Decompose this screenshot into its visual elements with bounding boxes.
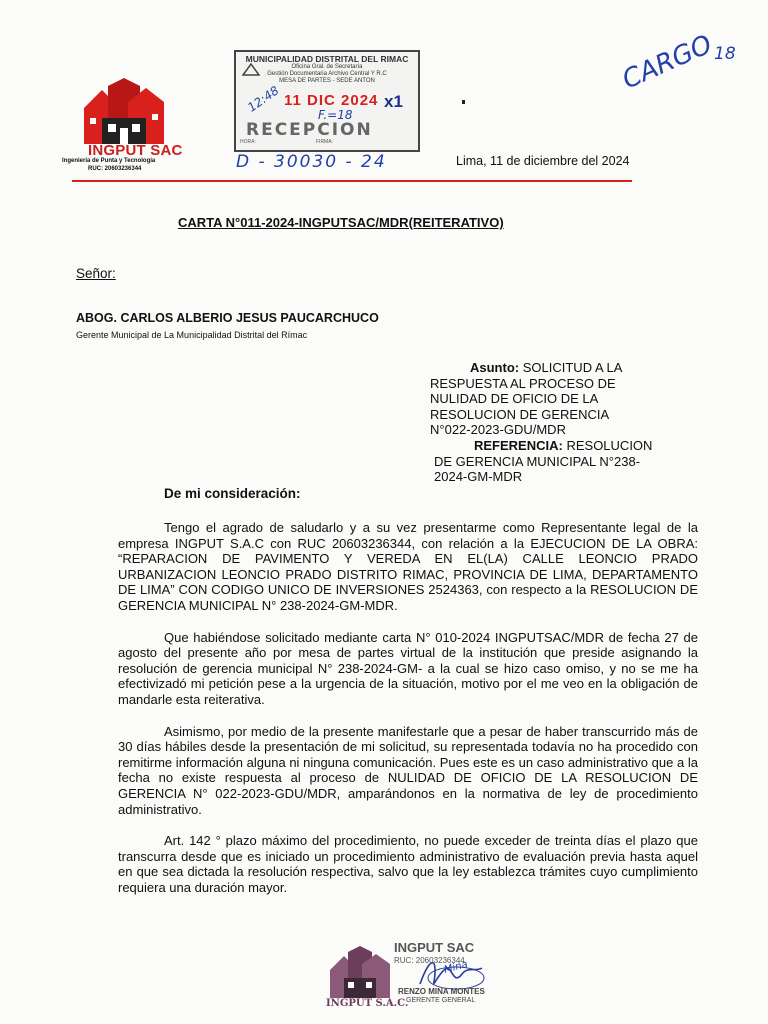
stamp-handwritten-folios: F.=18 bbox=[318, 108, 353, 122]
company-seal bbox=[394, 940, 506, 1006]
referencia-line-1: DE GERENCIA MUNICIPAL N°238- bbox=[434, 453, 641, 469]
asunto-line-4: N°022-2023-GDU/MDR bbox=[430, 422, 566, 438]
greeting: De mi consideración: bbox=[164, 486, 301, 501]
paragraph-3: Asimismo, por medio de la presente manifestarle que a pesar de haber transcurrido más de 30 días hábiles desde la presentación de mi solicitud, su representada todavía no ha procedido con remitirme información alguna ni ninguna comunicación. Pues este es un caso administrativo que a la fecha no existe respuesta al proceso de NULIDAD DE OFICIO DE LA RESOLUCION DE GERENCIA N° 022-2023-GDU/MDR, amparándonos en la normativa de ley de procedimiento administrativo. bbox=[118, 723, 698, 817]
seal-company-name: INGPUT SAC bbox=[394, 940, 475, 955]
asunto-line-0 bbox=[430, 360, 690, 376]
stamp-municipality: MUNICIPALIDAD DISTRITAL DEL RIMAC bbox=[245, 54, 409, 64]
asunto-line-3: RESOLUCION DE GERENCIA bbox=[430, 406, 610, 422]
stamp-handwritten-time: 12:48 bbox=[245, 83, 282, 115]
salutation: Señor: bbox=[76, 266, 116, 281]
asunto-line-2: NULIDAD DE OFICIO DE LA bbox=[430, 391, 599, 407]
stamp-management: Gestión Documentaria Archivo Central Y R.C bbox=[267, 71, 387, 77]
paragraph-1: Tengo el agrado de saludarlo y a su vez presentarme como Representante legal de la empresa INGPUT S.A.C con RUC 20603236344, con relación a la EJECUCION DE LA OBRA: “REPARACION DE PAVIMENTO Y VEREDA EN EL(LA) CALLE LEONCIO PRADO URBANIZACION LEONCIO PRADO DISTRITO RIMAC, PROVINCIA DE LIMA, DEPARTAMENTO DE LIMA” CON CODIGO UNICO DE INVERSIONES 2524363, con respecto a la RESOLUCION DE GERENCIA MUNICIPAL N° 238-2024-GM-MDR. bbox=[118, 520, 698, 613]
stamp-recepcion: RECEPCION bbox=[246, 120, 373, 140]
footer-logo-text: INGPUT S.A.C. bbox=[326, 998, 409, 1009]
asunto-block bbox=[430, 360, 690, 485]
signer-name: RENZO MINA MONTES bbox=[398, 987, 485, 996]
company-logo-name: INGPUT SAC bbox=[88, 142, 183, 159]
paragraph-4: Art. 142 ° plazo máximo del procedimiento, no puede exceder de treinta días el plazo que transcurra desde que es iniciado un procedimiento administrativo de evaluación previa hasta aquel en que sea dictada la resolución respectiva, salvo que la ley establezca trámites cuyo cumplimiento requiera una duración mayor. bbox=[118, 833, 698, 895]
stamp-office: Oficina Gral. de Secretaría bbox=[291, 64, 363, 70]
recipient-position: Gerente Municipal de La Municipalidad Distrital del Rímac bbox=[76, 330, 308, 340]
header-rule bbox=[72, 180, 632, 182]
stamp-hora-label: HORA: bbox=[240, 139, 256, 145]
signature-name-scrawl: Mina bbox=[442, 959, 469, 976]
asunto-line-1: RESPUESTA AL PROCESO DE bbox=[430, 375, 616, 391]
reception-stamp bbox=[234, 50, 420, 152]
handwritten-cargo: CARGO bbox=[618, 29, 717, 96]
handwritten-cargo-number: 18 bbox=[714, 44, 736, 64]
handwritten-expediente: D - 30030 - 24 bbox=[236, 152, 387, 172]
place-date: Lima, 11 de diciembre del 2024 bbox=[456, 154, 630, 168]
company-ruc: RUC: 20603236344 bbox=[88, 166, 142, 172]
asunto-line-0-text: SOLICITUD A LA bbox=[522, 360, 623, 375]
seal-ruc: RUC: 20603236344 bbox=[394, 956, 465, 965]
footer-building-logo-icon bbox=[326, 946, 394, 998]
referencia-line-0-text: RESOLUCION bbox=[566, 437, 653, 453]
building-logo-icon bbox=[78, 78, 170, 144]
stamp-date: 11 DIC 2024 bbox=[284, 92, 379, 109]
letter-body bbox=[118, 520, 698, 895]
referencia-label: REFERENCIA: bbox=[474, 437, 563, 453]
footer-logo bbox=[326, 946, 394, 998]
recipient-name: ABOG. CARLOS ALBERIO JESUS PAUCARCHUCO bbox=[76, 311, 379, 325]
asunto-label: Asunto: bbox=[470, 360, 520, 375]
signer-role: GERENTE GENERAL bbox=[406, 997, 476, 1004]
municipal-emblem-icon bbox=[242, 62, 260, 76]
stamp-handwritten-times: x1 bbox=[384, 92, 403, 111]
referencia-line-2: 2024-GM-MDR bbox=[434, 469, 523, 485]
company-tagline: Ingeniería de Punta y Tecnología bbox=[62, 158, 156, 164]
company-logo bbox=[78, 78, 170, 144]
paragraph-2: Que habiéndose solicitado mediante carta N° 010-2024 INGPUTSAC/MDR de fecha 27 de agosto del presente año por mesa de partes virtual de la institución que preside asignando la resolución de gerencia municipal N° 238-2024-GM- a la cual se hizo caso omiso, y no se me ha efectivizadó mi petición pese a la urgencia de la situación, motivo por el me veo en la obligación de mandarle esta reiterativa. bbox=[118, 629, 698, 707]
stamp-firma-label: FIRMA: bbox=[316, 139, 333, 145]
referencia-line-0 bbox=[430, 438, 690, 454]
stamp-desk: MESA DE PARTES - SEDE ANTON bbox=[279, 78, 375, 84]
letter-title: CARTA N°011-2024-INGPUTSAC/MDR(REITERATIVO) bbox=[178, 215, 504, 230]
small-dot bbox=[462, 100, 465, 104]
